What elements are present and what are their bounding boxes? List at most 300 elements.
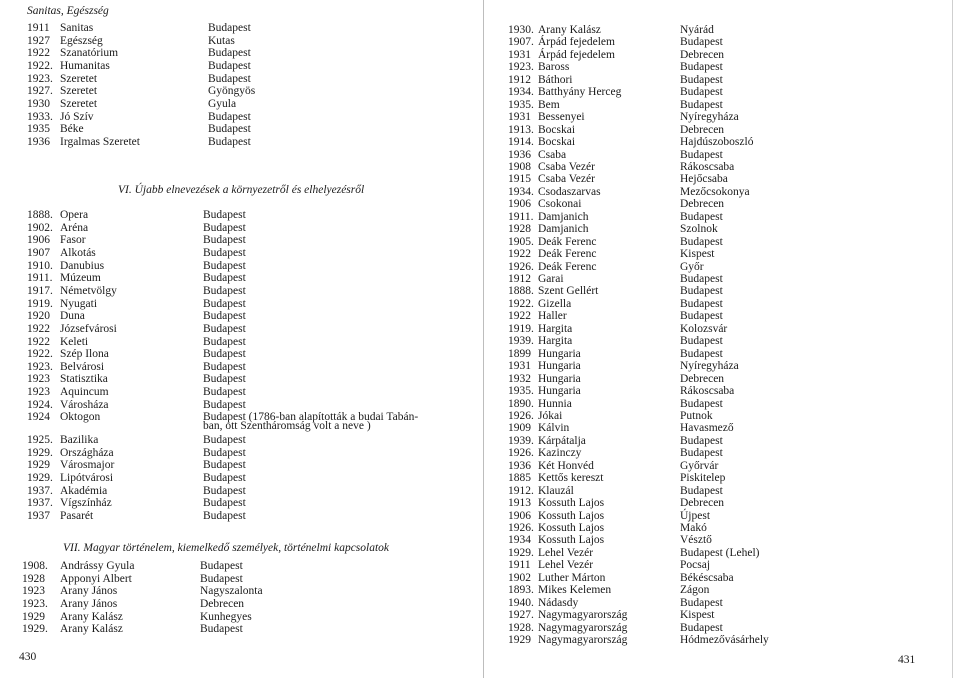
entry-name: Egészség	[60, 34, 103, 47]
entry-name: Nádasdy	[538, 596, 579, 609]
entry-place: Budapest	[203, 284, 246, 297]
entry-year: 1907	[27, 246, 50, 259]
entry-name: Múzeum	[60, 272, 101, 285]
entry-name: Bessenyei	[538, 111, 585, 124]
list-entry	[480, 472, 950, 485]
entry-year: 1911	[508, 559, 531, 572]
entry-name: Jókai	[538, 409, 563, 422]
list-entry	[0, 485, 470, 498]
entry-place: Budapest	[203, 348, 246, 361]
entry-name: Vígszínház	[60, 497, 112, 510]
entry-year: 1926.	[508, 447, 534, 460]
entry-year: 1933.	[27, 110, 53, 123]
entry-place: Budapest	[680, 621, 723, 634]
list-entry	[480, 49, 950, 62]
entry-place: Debrecen	[680, 48, 725, 61]
entry-year: 1934	[508, 534, 531, 547]
entry-year: 1937.	[27, 484, 53, 497]
list-entry	[480, 447, 950, 460]
list-entry	[0, 22, 470, 35]
entry-year: 1923.	[508, 61, 534, 74]
entry-place: Vésztő	[680, 534, 712, 547]
entry-year: 1922.	[508, 297, 534, 310]
entry-name: Árpád fejedelem	[538, 48, 615, 61]
list-entry	[0, 247, 470, 260]
entry-place: Budapest	[203, 335, 246, 348]
entry-place: Budapest	[680, 36, 723, 49]
entry-name: Bem	[538, 98, 560, 111]
entry-name: Lehel Vezér	[538, 559, 594, 572]
entry-year: 1936	[508, 459, 531, 472]
entry-year: 1909	[508, 422, 531, 435]
entry-place: Nagyszalonta	[200, 585, 263, 598]
entry-place: Budapest	[680, 235, 723, 248]
entry-name: Árpád fejedelem	[538, 36, 615, 49]
entry-name: Hungaria	[538, 372, 581, 385]
entry-place: Budapest	[680, 484, 723, 497]
entry-place: Budapest	[203, 360, 246, 373]
entry-place: Hejőcsaba	[680, 173, 728, 186]
list-entry	[480, 124, 950, 137]
entry-year: 1925.	[27, 434, 53, 446]
entry-place: Zágon	[680, 584, 710, 597]
entry-place: Hajdúszoboszló	[680, 136, 754, 149]
entry-year: 1902	[508, 571, 531, 584]
list-entry	[480, 335, 950, 348]
entry-place: Budapest	[203, 459, 246, 472]
entry-year: 1929.	[22, 623, 48, 636]
entry-name: Lehel Vezér	[538, 546, 594, 559]
entry-name: Kálvin	[538, 422, 570, 435]
entry-name: Nagymagyarország	[538, 621, 628, 634]
entry-name: Alkotás	[60, 246, 96, 259]
entry-name: Klauzál	[538, 484, 574, 497]
entry-year: 1932	[508, 372, 531, 385]
entry-place: Budapest	[680, 447, 723, 460]
entry-year: 1915	[508, 173, 531, 186]
list-entry	[0, 585, 470, 598]
entry-place: Budapest	[203, 259, 246, 272]
list-entry	[0, 98, 470, 111]
entry-name: Statisztika	[60, 373, 108, 386]
entry-place: Budapest	[203, 322, 246, 335]
list-entry	[480, 261, 950, 274]
list-entry	[480, 211, 950, 224]
entry-name: Bocskai	[538, 136, 576, 149]
entry-year: 1902.	[27, 221, 53, 234]
entry-name: Nyugati	[60, 297, 98, 310]
entry-place: Debrecen	[680, 497, 725, 510]
entry-name: Báthori	[538, 73, 573, 86]
entry-place: Gyöngyös	[208, 85, 256, 98]
list-entry	[0, 573, 470, 586]
entry-name: Haller	[538, 310, 567, 323]
entry-year: 1929	[22, 610, 45, 623]
entry-name: Országháza	[60, 446, 114, 459]
entry-year: 1912	[508, 273, 531, 285]
entry-year: 1923	[27, 386, 50, 399]
entry-name: Arany Kalász	[538, 24, 601, 36]
list-entry	[0, 73, 470, 86]
list-entry	[480, 198, 950, 211]
list-entry	[480, 584, 950, 597]
entry-place: Budapest	[200, 623, 243, 636]
entry-place: Nyíregyháza	[680, 111, 739, 124]
list-entry	[0, 497, 470, 510]
entry-name: Luther Márton	[538, 571, 606, 584]
entry-name: Szent Gellért	[538, 285, 599, 298]
entry-name: Sanitas	[60, 22, 94, 34]
entry-place: Szolnok	[680, 223, 718, 236]
entry-place: Budapest	[200, 560, 243, 572]
entry-name: Hargita	[538, 335, 573, 348]
entry-year: 1931	[508, 48, 531, 61]
entry-year: 1923.	[27, 72, 53, 85]
sanitas-heading: Sanitas, Egészség	[27, 5, 109, 17]
list-entry	[0, 111, 470, 124]
entry-year: 1922.	[27, 59, 53, 72]
list-entry	[480, 86, 950, 99]
list-entry	[0, 611, 470, 624]
entry-place: Budapest	[680, 273, 723, 285]
list-entry	[480, 61, 950, 74]
entry-year: 1922	[508, 248, 531, 261]
entry-name: Két Honvéd	[538, 459, 594, 472]
entry-name: Kossuth Lajos	[538, 534, 605, 547]
list-entry	[480, 422, 950, 435]
entry-place: Budapest	[680, 61, 723, 74]
entry-name: Németvölgy	[60, 284, 117, 297]
list-entry	[480, 186, 950, 199]
entry-name: Arany János	[60, 585, 118, 598]
entry-year: 1912.	[508, 484, 534, 497]
entry-year: 1917.	[27, 284, 53, 297]
entry-year: 1937	[27, 509, 50, 522]
list-entry	[0, 298, 470, 311]
entry-place: Debrecen	[680, 123, 725, 136]
entry-year: 1927.	[508, 609, 534, 622]
entry-place: Budapest	[203, 234, 246, 247]
list-entry	[480, 410, 950, 423]
entry-name: Damjanich	[538, 223, 589, 236]
section-vi-heading: VI. Újabb elnevezések a környezetről és elhelyezésről	[118, 184, 365, 196]
entry-year: 1888.	[27, 209, 53, 221]
list-entry	[480, 373, 950, 386]
entry-year: 1922	[27, 322, 50, 335]
entry-year: 1923.	[22, 597, 48, 610]
entry-year: 1893.	[508, 584, 534, 597]
entry-name: Városmajor	[60, 459, 115, 472]
entry-place: Budapest	[680, 596, 723, 609]
entry-place: Győrvár	[680, 459, 719, 472]
entry-year: 1885	[508, 472, 531, 485]
entry-place: Debrecen	[680, 198, 725, 211]
entry-place: Hódmezővásárhely	[680, 634, 769, 647]
entry-place: Debrecen	[680, 372, 725, 385]
entry-place: Budapest	[203, 297, 246, 310]
list-entry	[0, 136, 470, 149]
entry-year: 1939.	[508, 434, 534, 447]
list-entry	[480, 385, 950, 398]
entry-name: Duna	[60, 310, 85, 323]
entry-year: 1935.	[508, 385, 534, 398]
list-entry	[480, 597, 950, 610]
entry-year: 1923	[22, 585, 45, 598]
entry-year: 1927.	[27, 85, 53, 98]
entry-year: 1911.	[508, 210, 534, 223]
entry-year: 1920	[27, 310, 50, 323]
entry-place: Budapest	[203, 398, 246, 411]
list-entry	[0, 348, 470, 361]
list-entry	[480, 460, 950, 473]
list-entry	[0, 272, 470, 285]
list-entry	[0, 60, 470, 73]
entry-year: 1926.	[508, 260, 534, 273]
entry-year: 1907.	[508, 36, 534, 49]
entry-name: Batthyány Herceg	[538, 86, 622, 99]
list-entry	[480, 398, 950, 411]
entry-name: Béke	[60, 123, 84, 136]
entry-place: Rákoscsaba	[680, 385, 735, 398]
entry-year: 1935.	[508, 98, 534, 111]
entry-year: 1928	[22, 572, 45, 585]
entry-name: Lipótvárosi	[60, 471, 114, 484]
entry-name: Kettős kereszt	[538, 472, 604, 485]
entry-name: Aréna	[60, 221, 89, 234]
entry-place: Budapest	[680, 335, 723, 348]
entry-place: Budapest	[680, 285, 723, 298]
entry-place: Debrecen	[200, 597, 245, 610]
list-entry	[0, 123, 470, 136]
entry-year: 1919.	[27, 297, 53, 310]
list-entry	[0, 47, 470, 60]
entry-year: 1926.	[508, 522, 534, 534]
entry-name: Arany Kalász	[60, 623, 123, 636]
entry-place: Budapest	[203, 246, 246, 259]
entry-place: Budapest	[208, 135, 251, 148]
entry-year: 1926.	[508, 409, 534, 422]
entry-year: 1940.	[508, 596, 534, 609]
entry-place: Budapest	[203, 373, 246, 386]
entry-place: Kolozsvár	[680, 322, 728, 335]
entry-year: 1908	[508, 160, 531, 173]
entry-place: Budapest	[203, 509, 246, 522]
page-number-left: 430	[19, 651, 37, 663]
entry-name: Kazinczy	[538, 447, 582, 460]
entry-year: 1913.	[508, 123, 534, 136]
entry-year: 1937.	[27, 497, 53, 510]
entry-year: 1929	[27, 459, 50, 472]
entry-year: 1928	[508, 223, 531, 236]
entry-place: Budapest	[208, 22, 251, 34]
entry-year: 1935	[27, 123, 50, 136]
entry-name: Hungaria	[538, 360, 581, 373]
entry-name: Hunnia	[538, 397, 572, 410]
list-entry	[480, 510, 950, 523]
entry-name: Keleti	[60, 335, 89, 348]
entry-place: Budapest	[203, 209, 246, 221]
entry-year: 1929.	[27, 446, 53, 459]
entry-place: Budapest	[203, 386, 246, 399]
list-entry	[480, 622, 950, 635]
entry-name: Danubius	[60, 259, 105, 272]
entry-name: Nagymagyarország	[538, 634, 628, 647]
entry-year: 1928.	[508, 621, 534, 634]
entry-year: 1912	[508, 73, 531, 86]
list-entry	[480, 24, 950, 37]
entry-place: Mezőcsokonya	[680, 185, 750, 198]
entry-year: 1906	[27, 234, 50, 247]
entry-name: Arany Kalász	[60, 610, 123, 623]
entry-place: Budapest	[200, 572, 243, 585]
entry-year: 1929	[508, 634, 531, 647]
entry-year: 1934.	[508, 86, 534, 99]
entry-year: 1890.	[508, 397, 534, 410]
entry-place: Budapest	[203, 471, 246, 484]
list-entry	[0, 386, 470, 399]
entry-name: Jó Szív	[60, 110, 94, 123]
entry-place: Kutas	[208, 34, 235, 47]
entry-year: 1911	[27, 22, 50, 34]
entry-name: Szeretet	[60, 72, 98, 85]
entry-year: 1924	[27, 411, 50, 424]
entry-place: Békéscsaba	[680, 571, 734, 584]
list-entry	[480, 310, 950, 323]
entry-name: Baross	[538, 61, 570, 74]
entry-year: 1922	[508, 310, 531, 323]
entry-place: Budapest	[203, 272, 246, 285]
entry-name: Irgalmas Szeretet	[60, 135, 140, 148]
entry-name: Akadémia	[60, 484, 108, 497]
entry-place: Budapest	[680, 86, 723, 99]
entry-year: 1914.	[508, 136, 534, 149]
oktogon-note-continuation: ban, ott Szentháromság volt a neve )	[203, 420, 371, 432]
entry-name: Hargita	[538, 322, 573, 335]
entry-place: Kispest	[680, 609, 715, 622]
entry-name: Bazilika	[60, 434, 99, 446]
list-entry	[480, 534, 950, 547]
entry-year: 1931	[508, 360, 531, 373]
entry-name: Andrássy Gyula	[60, 560, 135, 572]
entry-place: Gyula	[208, 97, 237, 110]
entry-name: Oktogon	[60, 411, 101, 424]
entry-year: 1922	[27, 335, 50, 348]
list-entry	[0, 222, 470, 235]
list-entry	[0, 399, 470, 412]
list-entry	[480, 248, 950, 261]
list-entry	[480, 323, 950, 336]
entry-name: Gizella	[538, 297, 572, 310]
entry-place: Budapest	[680, 297, 723, 310]
entry-year: 1913	[508, 497, 531, 510]
entry-year: 1939.	[508, 335, 534, 348]
list-entry	[480, 522, 950, 535]
entry-year: 1908.	[22, 560, 48, 572]
list-entry	[0, 510, 470, 523]
entry-name: Deák Ferenc	[538, 235, 597, 248]
entry-year: 1934.	[508, 185, 534, 198]
entry-place: Budapest	[680, 434, 723, 447]
entry-place: Budapest	[208, 123, 251, 136]
list-entry	[0, 598, 470, 611]
entry-name: Kossuth Lajos	[538, 497, 605, 510]
page-number-right: 431	[898, 654, 916, 666]
list-entry	[0, 285, 470, 298]
entry-year: 1922	[27, 47, 50, 60]
entry-place: Budapest	[680, 210, 723, 223]
entry-year: 1899	[508, 347, 531, 360]
list-entry	[480, 149, 950, 162]
entry-year: 1910.	[27, 259, 53, 272]
list-entry	[480, 99, 950, 112]
list-entry	[0, 373, 470, 386]
entry-year: 1936	[508, 148, 531, 161]
entry-year: 1930	[27, 97, 50, 110]
entry-name: Szanatórium	[60, 47, 119, 60]
list-entry	[480, 485, 950, 498]
list-entry	[480, 285, 950, 298]
entry-place: Kispest	[680, 248, 715, 261]
entry-place: Rákoscsaba	[680, 160, 735, 173]
entry-name: Kossuth Lajos	[538, 522, 605, 534]
entry-place: Havasmező	[680, 422, 734, 435]
entry-name: Belvárosi	[60, 360, 105, 373]
right-page	[480, 0, 960, 678]
entry-place: Budapest	[203, 434, 246, 446]
list-entry	[480, 348, 950, 361]
list-entry	[0, 472, 470, 485]
entry-year: 1906	[508, 509, 531, 522]
entry-place: Újpest	[680, 509, 711, 522]
entry-name: Csaba Vezér	[538, 160, 595, 173]
entry-name: Józsefvárosi	[60, 322, 117, 335]
list-entry	[0, 623, 470, 636]
left-page	[0, 0, 478, 678]
list-entry	[0, 260, 470, 273]
entry-year: 1924.	[27, 398, 53, 411]
list-entry	[480, 572, 950, 585]
list-entry	[480, 360, 950, 373]
entry-place: Makó	[680, 522, 707, 534]
list-entry	[480, 161, 950, 174]
entry-place: Putnok	[680, 409, 713, 422]
list-entry	[480, 273, 950, 286]
list-entry	[0, 336, 470, 349]
entry-place: Budapest	[680, 148, 723, 161]
list-entry	[480, 111, 950, 124]
entry-place: Budapest	[203, 446, 246, 459]
entry-place: Budapest	[680, 73, 723, 86]
entry-name: Deák Ferenc	[538, 260, 597, 273]
entry-place: Budapest (1786-ban alapították a budai Tabán-	[203, 411, 419, 424]
list-entry	[480, 547, 950, 560]
entry-name: Fasor	[60, 234, 86, 247]
list-entry	[480, 36, 950, 49]
entry-name: Aquincum	[60, 386, 109, 399]
list-entry	[0, 361, 470, 374]
entry-year: 1905.	[508, 235, 534, 248]
entry-name: Csaba Vezér	[538, 173, 595, 186]
entry-place: Piskitelep	[680, 472, 726, 485]
entry-name: Kossuth Lajos	[538, 509, 605, 522]
entry-name: Pasarét	[60, 509, 94, 522]
entry-place: Nyárád	[680, 24, 714, 36]
entry-year: 1888.	[508, 285, 534, 298]
entry-name: Városháza	[60, 398, 109, 411]
list-entry	[0, 434, 470, 447]
entry-name: Nagymagyarország	[538, 609, 628, 622]
entry-place: Budapest	[203, 484, 246, 497]
